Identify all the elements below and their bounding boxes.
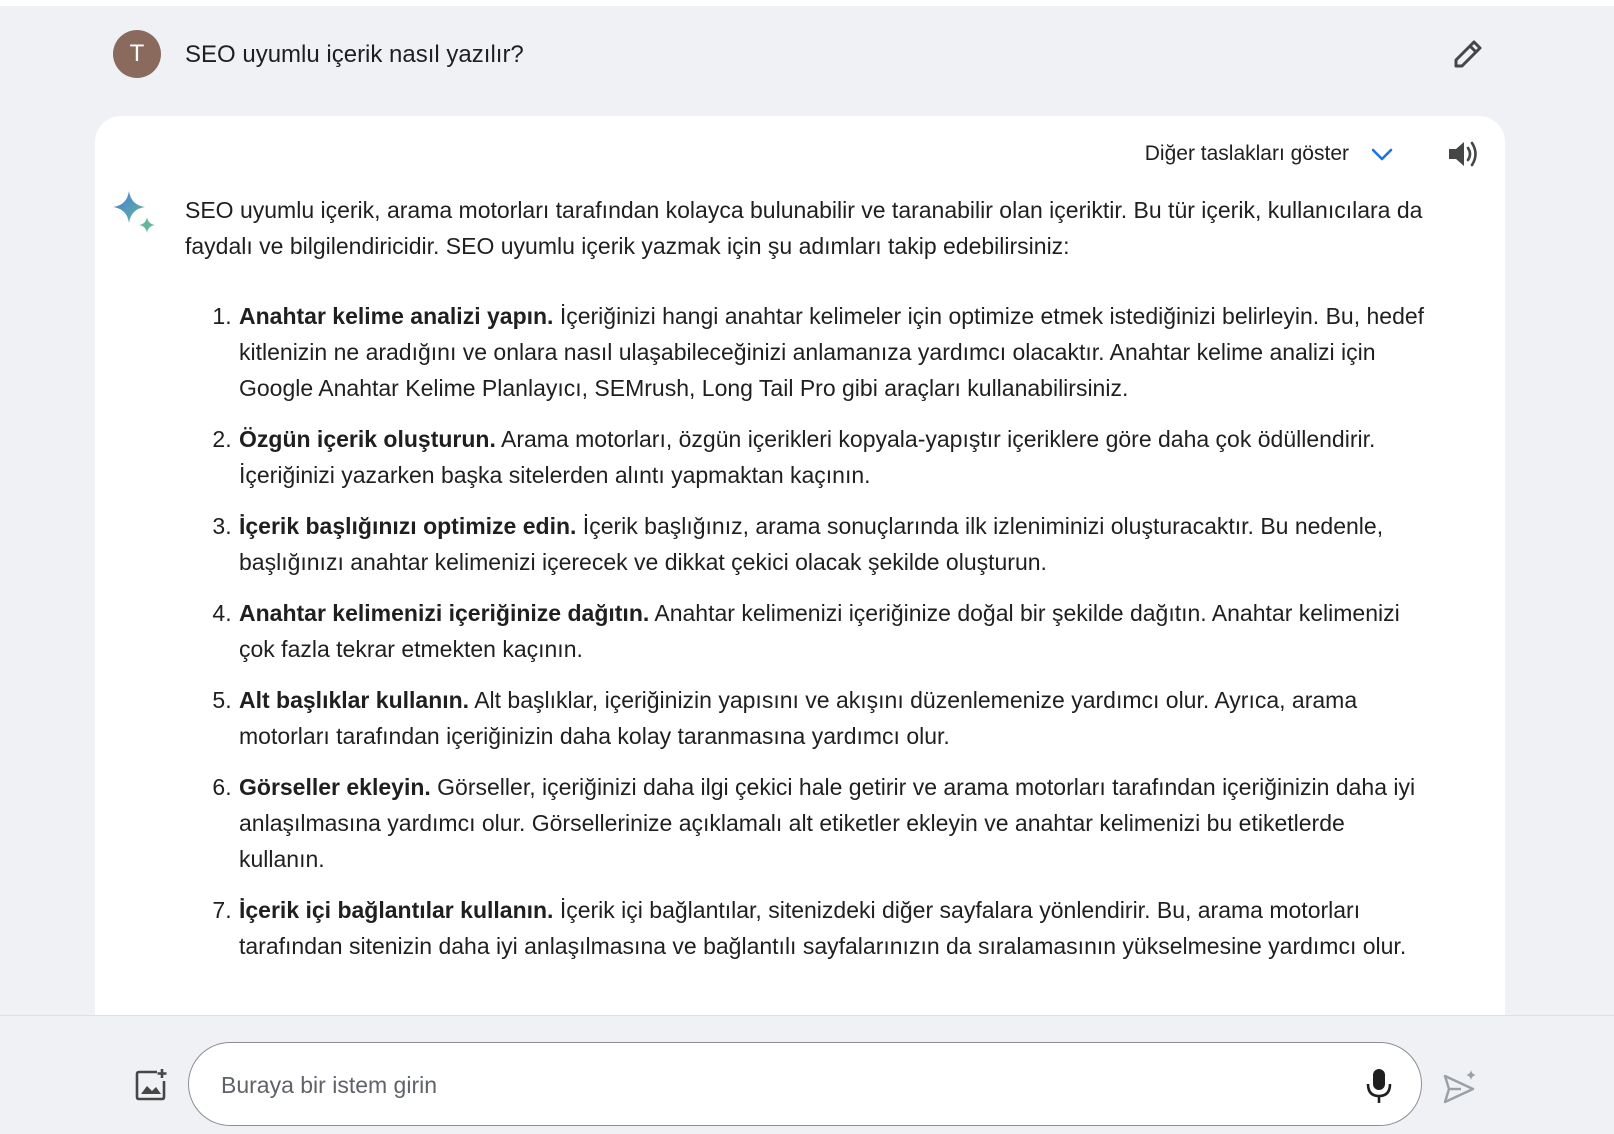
send-button[interactable] [1441, 1068, 1479, 1106]
top-strip [0, 0, 1614, 6]
step-title: Anahtar kelimenizi içeriğinize dağıtın. [239, 600, 650, 626]
chevron-down-icon [1369, 141, 1395, 167]
speaker-icon [1443, 134, 1483, 174]
steps-list [185, 298, 1425, 964]
step-text: İçeriğinizi hangi anahtar kelimeler için optimize etmek istediğinizi belirleyin. Bu, hedef kitlenizin ne aradığını ve onlara nasıl ulaşabileceğinizi anlamanıza yardımcı olacaktır. Anahtar kelime analizi için Google Anahtar Kelime Planlayıcı, SEMrush, Long Tail Pro gibi araçları kullanabilirsiniz. [239, 303, 1425, 401]
step-text: Alt başlıklar, içeriğinizin yapısını ve akışını düzenlemenize yardımcı olur. Ayrıca, arama motorları tarafından içeriğinizin daha kolay taranmasına yardımcı olur. [239, 687, 1358, 749]
step-title: Anahtar kelime analizi yapın. [239, 303, 554, 329]
step-title: İçerik içi bağlantılar kullanın. [239, 897, 554, 923]
prompt-input-box [188, 1042, 1422, 1126]
pencil-icon [1448, 34, 1488, 74]
step-title: Özgün içerik oluşturun. [239, 426, 496, 452]
list-item [238, 421, 1425, 493]
step-title: Görseller ekleyin. [239, 774, 431, 800]
gemini-sparkle-icon [113, 191, 157, 237]
prompt-input[interactable] [219, 1063, 1303, 1107]
list-item [238, 508, 1425, 580]
add-image-icon [133, 1067, 169, 1103]
step-title: Alt başlıklar kullanın. [239, 687, 470, 713]
show-drafts-label: Diğer taslakları göster [1144, 142, 1349, 165]
list-item [238, 682, 1425, 754]
step-text: Anahtar kelimenizi içeriğinize doğal bir şekilde dağıtın. Anahtar kelimenizi çok fazla tekrar etmekten kaçının. [239, 600, 1400, 662]
response-body [185, 192, 1425, 979]
add-image-button[interactable] [133, 1067, 169, 1103]
step-text: İçerik içi bağlantılar, sitenizdeki diğer sayfalara yönlendirir. Bu, arama motorları tarafından sitenizin daha iyi anlaşılmasına ve bağlantılı sayfalarınızın da sıralamasının yükselmesine yardımcı olur. [239, 897, 1407, 959]
edit-prompt-button[interactable] [1448, 34, 1488, 74]
user-avatar[interactable]: T [113, 30, 161, 78]
microphone-button[interactable] [1362, 1067, 1396, 1105]
response-card [95, 116, 1505, 1026]
response-intro: SEO uyumlu içerik, arama motorları tarafından kolayca bulunabilir ve taranabilir olan içeriktir. Bu tür içerik, kullanıcılara da faydalı ve bilgilendiricidir. SEO uyumlu içerik yazmak için şu adımları takip edebilirsiniz: [185, 197, 1423, 259]
step-text: Arama motorları, özgün içerikleri kopyala-yapıştır içeriklere göre daha çok ödüllendirir. İçeriğinizi yazarken başka sitelerden alıntı yapmaktan kaçının. [239, 426, 1376, 488]
step-text: İçerik başlığınız, arama sonuçlarında ilk izleniminizi oluşturacaktır. Bu nedenle, başlığınızı anahtar kelimenizi içerecek ve dikkat çekici olacak şekilde oluşturun. [239, 513, 1384, 575]
list-item [238, 595, 1425, 667]
listen-button[interactable] [1443, 134, 1483, 174]
user-prompt-row [0, 30, 1614, 82]
step-title: İçerik başlığınızı optimize edin. [239, 513, 577, 539]
step-text: Görseller, içeriğinizi daha ilgi çekici hale getirir ve arama motorları tarafından içeriğinizin daha iyi anlaşılmasına yardımcı olur. Görsellerinize açıklamalı alt etiketler ekleyin ve anahtar kelimenizi bu etiketlerde kullanın. [239, 774, 1416, 872]
send-icon [1441, 1068, 1479, 1106]
show-drafts-button[interactable] [1145, 134, 1395, 174]
microphone-icon [1362, 1067, 1396, 1105]
list-item [238, 298, 1425, 406]
user-prompt-text: SEO uyumlu içerik nasıl yazılır? [185, 41, 524, 68]
list-item [238, 892, 1425, 964]
prompt-input-bar [0, 1015, 1614, 1134]
list-item [238, 769, 1425, 877]
